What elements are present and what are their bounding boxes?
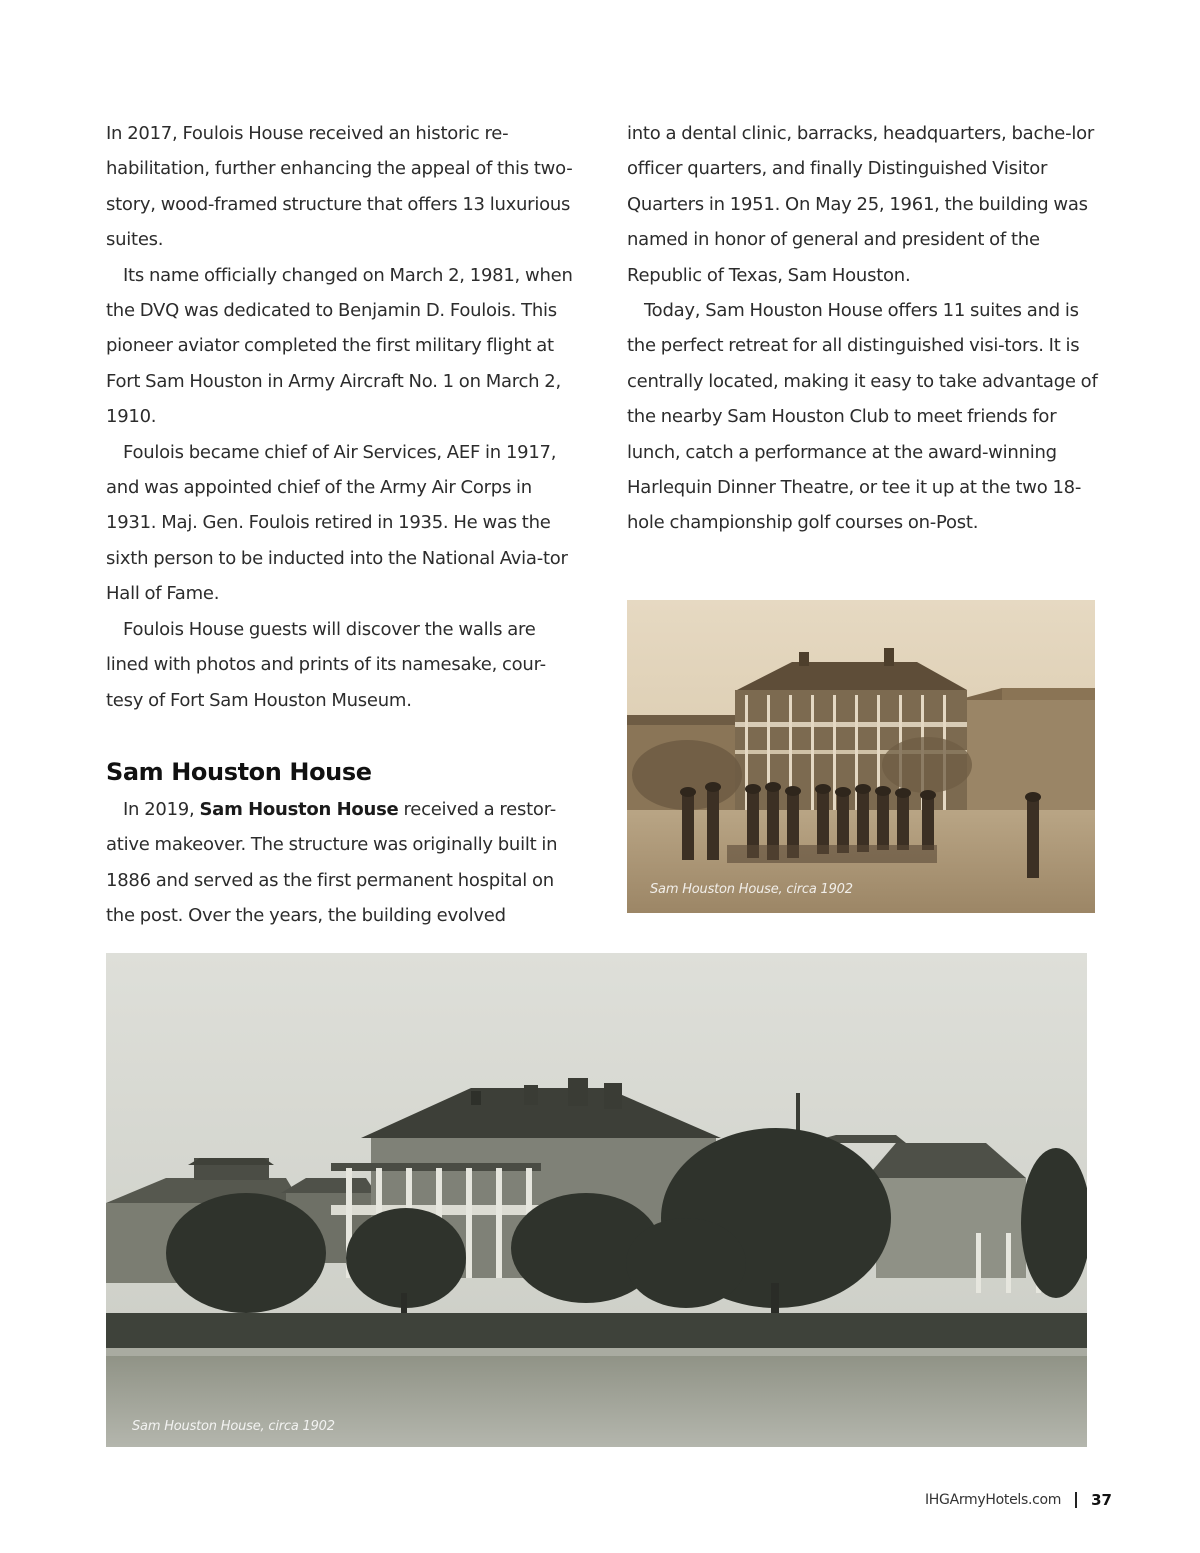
paragraph-museum-prints: Foulois House guests will discover the walls are lined with photos and prints of its namesake, cour-tesy of Fort Sam Houston Museum. [106,618,546,711]
page-number: 37 [1091,1491,1112,1509]
paragraph-sam-houston-intro [106,792,576,934]
sepia-photo-illustration [627,600,1095,913]
intro-bold-name: Sam Houston House [199,798,399,820]
photo-caption-bottom: Sam Houston House, circa 1902 [132,1419,335,1434]
photo-soldiers-sam-houston-house [627,600,1095,913]
photo-caption-top: Sam Houston House, circa 1902 [650,882,853,897]
paragraph-building-history: into a dental clinic, barracks, headquarters, bache-lor officer quarters, and finally Distinguished Visitor Quarters in 1951. On May 25, 1961, the building was named in honor of general and president of the Republic of Texas, Sam Houston. [627,123,1094,286]
page-footer [925,1491,1112,1509]
paragraph-name-change: Its name officially changed on March 2, 1981, when the DVQ was dedicated to Benjamin D. Foulois. This pioneer aviator completed the first military flight at Fort Sam Houston in Army Aircraft No. 1 on March 2, 1910. [106,264,573,428]
paragraph-foulois-career: Foulois became chief of Air Services, AEF in 1917, and was appointed chief of the Army Air Corps in 1931. Maj. Gen. Foulois retired in 1935. He was the sixth person to be inducted into the National Avia-tor Hall of Fame. [106,441,568,605]
left-column [106,116,576,934]
right-column [627,116,1102,541]
footer-divider [1075,1492,1077,1508]
section-heading-sam-houston-house: Sam Houston House [106,757,372,786]
bw-photo-illustration [106,953,1087,1447]
paragraph-today: Today, Sam Houston House offers 11 suites and is the perfect retreat for all distinguished visi-tors. It is centrally located, making it easy to take advantage of the nearby Sam Houston Club to meet friends for lunch, catch a performance at the award-winning Harlequin Dinner Theatre, or tee it up at the two 18-hole championship golf courses on-Post. [627,300,1098,534]
footer-website: IHGArmyHotels.com [924,1492,1062,1508]
paragraph-renovation: In 2017, Foulois House received an historic re-habilitation, further enhancing the appeal of this two-story, wood-framed structure that offers 13 luxurious suites. [106,123,573,251]
intro-suffix: received a restor-ative makeover. The structure was originally built in 1886 and served as the first permanent hospital on the post. Over the years, the building evolved [106,798,558,927]
intro-prefix: In 2019, [123,798,200,820]
photo-sam-houston-house-building [106,953,1087,1447]
